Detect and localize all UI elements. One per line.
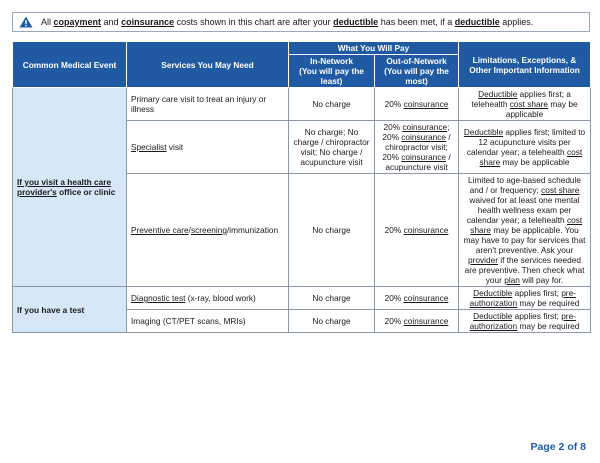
limitations-specialist: Deductible applies first; limited to 12 acupuncture visits per calendar year; a telehealth cost share may be applicable [459, 121, 591, 174]
out-network-imaging: 20% coinsurance [375, 310, 459, 333]
deductible-link[interactable]: Deductible [478, 89, 518, 99]
header-event: Common Medical Event [13, 42, 127, 88]
service-primary-care: Primary care visit to treat an injury or illness [127, 88, 289, 121]
coinsurance-link[interactable]: coinsurance [403, 99, 449, 109]
provider-link[interactable]: provider [468, 255, 498, 265]
limitations-diagnostic: Deductible applies first; pre-authorization may be required [459, 287, 591, 310]
table-row [13, 88, 591, 121]
in-network-diagnostic: No charge [289, 287, 375, 310]
table-row [13, 287, 591, 310]
deductible-link[interactable]: Deductible [473, 311, 513, 321]
deductible-link[interactable]: Deductible [463, 127, 504, 137]
provider-link[interactable]: If you visit a health care provider's [17, 177, 112, 197]
in-network-primary: No charge [289, 88, 375, 121]
notice-text: All copayment and coinsurance costs shown in this chart are after your deductible has been met, if a deductible applies. [41, 17, 534, 27]
coverage-notice [12, 12, 590, 32]
in-network-preventive: No charge [289, 174, 375, 287]
service-preventive: Preventive care/screening/immunization [127, 174, 289, 287]
in-network-imaging: No charge [289, 310, 375, 333]
pre-authorization-link[interactable]: pre-authorization [469, 311, 576, 331]
header-in-network: In-Network (You will pay the least) [289, 55, 375, 88]
deductible-link[interactable]: deductible [333, 17, 379, 27]
out-network-primary: 20% coinsurance [375, 88, 459, 121]
header-limitations: Limitations, Exceptions, & Other Important Information [459, 42, 591, 88]
service-specialist: Specialist visit [127, 121, 289, 174]
screening-link[interactable]: screening [190, 225, 227, 235]
specialist-link[interactable]: Specialist [131, 142, 167, 152]
plan-link[interactable]: plan [504, 275, 520, 285]
out-network-preventive: 20% coinsurance [375, 174, 459, 287]
cost-share-link[interactable]: cost share [509, 99, 549, 109]
limitations-imaging: Deductible applies first; pre-authorization may be required [459, 310, 591, 333]
header-out-network: Out-of-Network (You will pay the most) [375, 55, 459, 88]
coinsurance-link[interactable]: coinsurance [403, 316, 449, 326]
coinsurance-link[interactable]: coinsurance [121, 17, 175, 27]
coinsurance-link[interactable]: coinsurance [401, 132, 447, 142]
copayment-link[interactable]: copayment [53, 17, 102, 27]
in-network-specialist: No charge; No charge / chiropractor visit; No charge / acupuncture visit [289, 121, 375, 174]
coinsurance-link[interactable]: coinsurance [403, 225, 449, 235]
warning-triangle-icon [19, 16, 33, 28]
cost-share-link[interactable]: cost share [479, 147, 583, 167]
service-imaging: Imaging (CT/PET scans, MRIs) [127, 310, 289, 333]
preventive-care-link[interactable]: Preventive care [131, 225, 189, 235]
header-services: Services You May Need [127, 42, 289, 88]
cost-share-link[interactable]: cost share [541, 185, 580, 195]
pre-authorization-link[interactable]: pre-authorization [469, 288, 576, 308]
out-network-diagnostic: 20% coinsurance [375, 287, 459, 310]
page-number: Page 2 of 8 [530, 441, 586, 453]
coinsurance-link[interactable]: coinsurance [401, 152, 447, 162]
deductible-link[interactable]: deductible [454, 17, 500, 27]
limitations-preventive: Limited to age-based schedule and / or frequency; cost share waived for at least one mental health wellness exam per calendar year; a telehealth cost share may be applicable. You may have to pay for services that aren't preventive. Ask your provider if the services needed are preventive. Then check what your plan will pay for. [459, 174, 591, 287]
limitations-primary: Deductible applies first; a telehealth cost share may be applicable [459, 88, 591, 121]
service-diagnostic-test: Diagnostic test (x-ray, blood work) [127, 287, 289, 310]
benefits-table [12, 41, 591, 333]
header-what-you-pay: What You Will Pay [289, 42, 459, 55]
diagnostic-test-link[interactable]: Diagnostic test [131, 293, 186, 303]
out-network-specialist: 20% coinsurance; 20% coinsurance / chiropractor visit; 20% coinsurance / acupuncture visit [375, 121, 459, 174]
coinsurance-link[interactable]: coinsurance [403, 293, 449, 303]
event-have-test: If you have a test [13, 287, 127, 333]
deductible-link[interactable]: Deductible [473, 288, 513, 298]
cost-share-link[interactable]: cost share [470, 215, 583, 235]
event-provider-visit: If you visit a health care provider's office or clinic [13, 88, 127, 287]
coinsurance-link[interactable]: coinsurance [402, 122, 448, 132]
